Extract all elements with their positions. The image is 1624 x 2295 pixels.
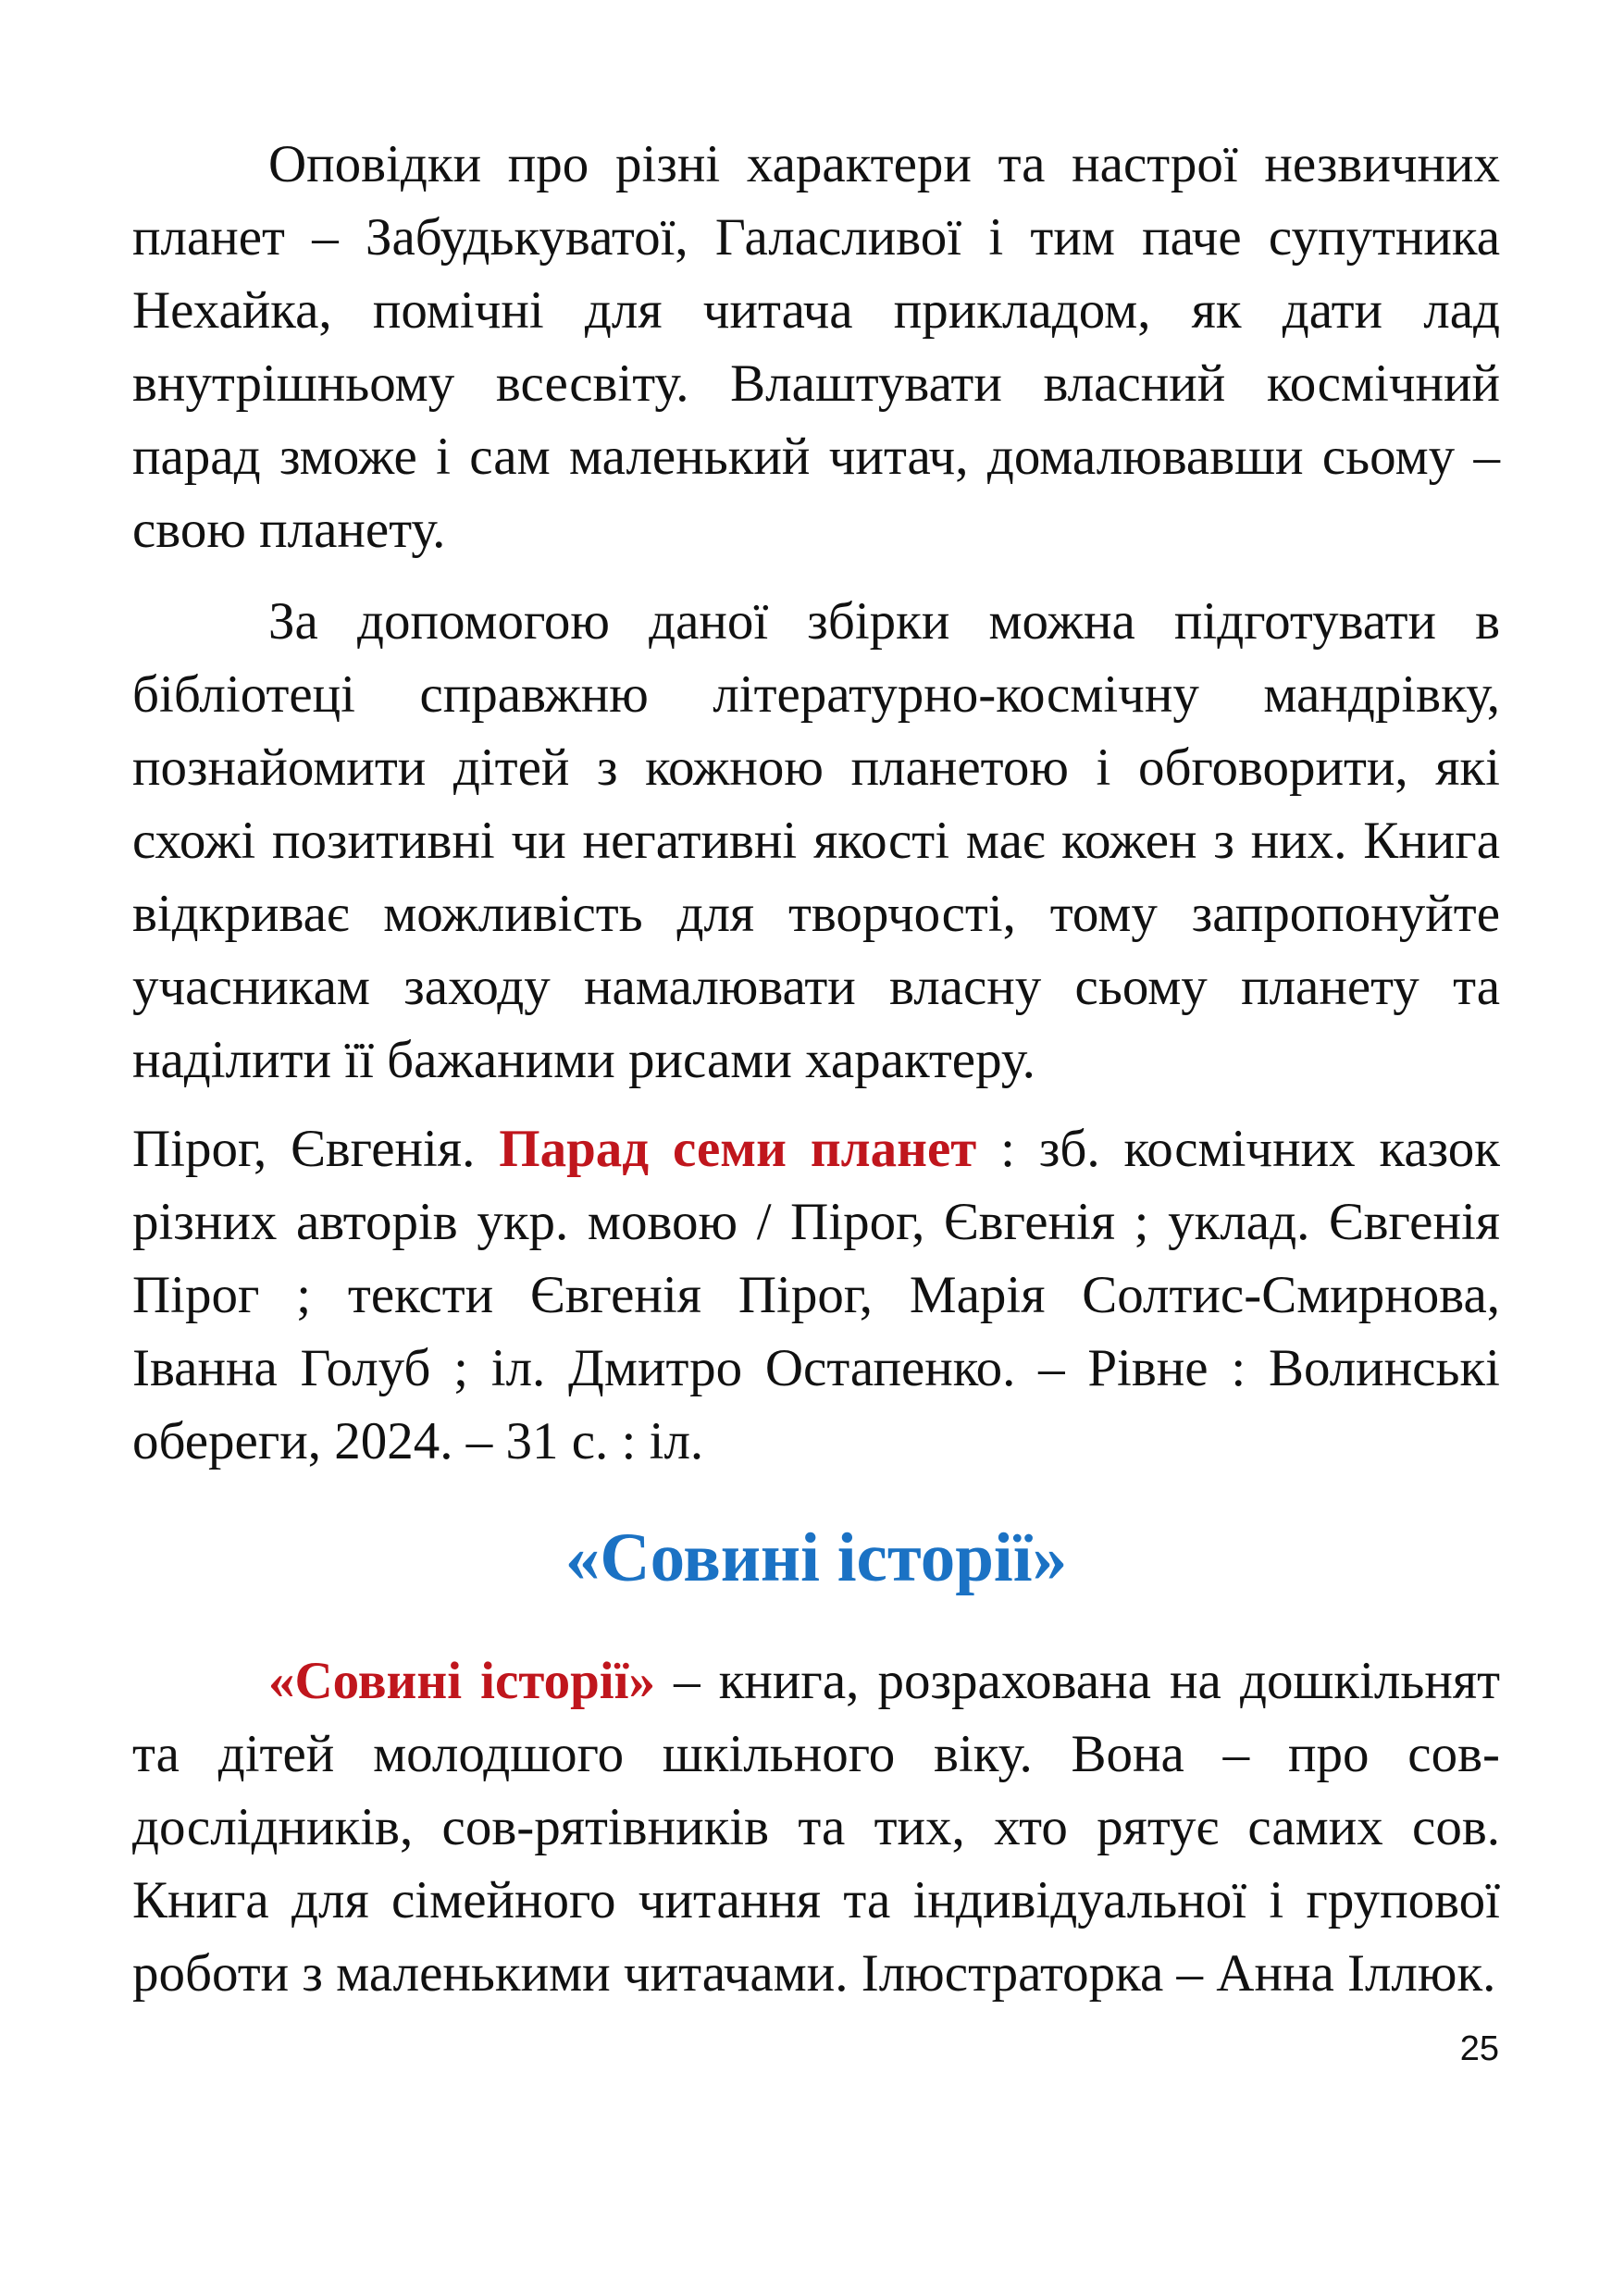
paragraph-library-usage (132, 585, 1500, 1097)
paragraph-planets-description (132, 128, 1500, 566)
paragraph-2-text: За допомогою даної збірки можна підготувати в бібліотеці справжню літературно-космічну мандрівку, познайомити дітей з кожною планетою і обговорити, які схожі позитивні чи негативні якості має кожен з них. Книга відкриває можливість для творчості, тому запропонуйте учасникам заходу намалювати власну сьому планету та наділити її бажаними рисами характеру. (132, 592, 1500, 1089)
page-number: 25 (1459, 2029, 1499, 2068)
citation-details: : зб. космічних казок різних авторів укр. мовою / Пірог, Євгенія ; уклад. Євгенія Пірог ; тексти Євгенія Пірог, Марія Солтис-Смирнова, Іванна Голуб ; іл. Дмитро Остапенко. – Рівне : Волинські обереги, 2024. – 31 с. : іл. (132, 1120, 1500, 1470)
paragraph-1-text: Оповідки про різні характери та настрої незвичних планет – Забудькуватої, Галасливої і тим паче супутника Нехайка, помічні для читача прикладом, як дати лад внутрішньому всесвіту. Влаштувати власний космічний парад зможе і сам маленький читач, домалювавши сьому – свою планету. (132, 135, 1500, 559)
paragraph-3-text: – книга, розрахована на дошкільнят та дітей молодшого шкільного віку. Вона – про сов-дослідників, сов-рятівників та тих, хто рятує самих сов. Книга для сімейного читання та індивідуальної і групової роботи з маленькими читачами. Ілюстраторка – Анна Іллюк. (132, 1652, 1500, 2003)
section-heading: «Совині історії» (564, 1520, 1068, 1596)
citation-author: Пірог, Євгенія. (132, 1120, 476, 1178)
bibliographic-citation (132, 1112, 1500, 1478)
citation-title: Парад семи планет (499, 1120, 977, 1178)
book-title-lead: «Совині історії» (268, 1652, 655, 1710)
paragraph-owl-stories (132, 1644, 1500, 2010)
